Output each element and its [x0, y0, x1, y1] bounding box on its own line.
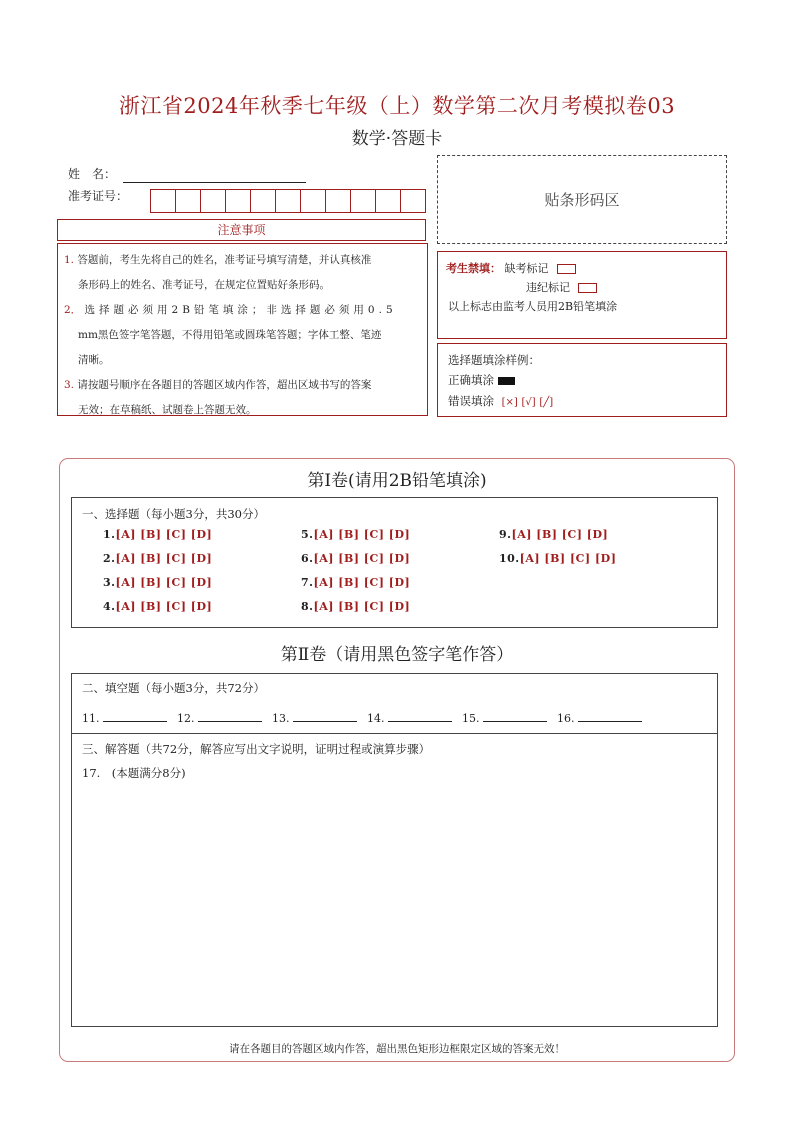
fill-blank-section — [71, 673, 718, 734]
fill-sample-box — [437, 343, 727, 417]
name-label: 姓 名： — [68, 167, 117, 181]
mcq-section — [71, 497, 718, 628]
notice-item: 1. 答题前，考生先将自己的姓名，准考证号填写清楚，并认真核准 — [64, 254, 372, 266]
notice-item-cont: 条形码上的姓名、准考证号，在规定位置贴好条形码。 — [78, 279, 330, 291]
notice-heading: 注意事项 — [57, 219, 426, 241]
correct-fill-label: 正确填涂 — [448, 373, 494, 387]
part2-title: 第Ⅱ卷（请用黑色签字笔作答） — [280, 645, 514, 665]
notice-item: 2． 选择题必须用2B铅笔填涂；非选择题必须用0.5 — [64, 304, 397, 316]
fill-item[interactable]: 12. — [177, 712, 262, 725]
notice-item-cont: 无效；在草稿纸、试题卷上答题无效。 — [78, 404, 257, 416]
notice-item: 3. 请按题号顺序在各题目的答题区域内作答，超出区域书写的答案 — [64, 379, 372, 391]
exam-id-boxes[interactable] — [151, 189, 426, 213]
violation-label: 违纪标记 — [526, 281, 570, 294]
page-title: 浙江省2024年秋季七年级（上）数学第二次月考模拟卷03 — [118, 94, 676, 118]
forbidden-marks-box — [437, 251, 727, 339]
wrong-fill-example: [√] — [521, 397, 536, 408]
notice-item-cont: 清晰。 — [78, 354, 110, 366]
mcq-question-3[interactable]: 3.[A] [B] [C] [D] — [103, 576, 213, 589]
exam-id-digit-box[interactable] — [225, 189, 251, 213]
answer-section-label: 三、解答题（共72分，解答应写出文字说明，证明过程或演算步骤） — [82, 742, 431, 756]
mcq-question-6[interactable]: 6.[A] [B] [C] [D] — [301, 552, 411, 565]
mcq-question-2[interactable]: 2.[A] [B] [C] [D] — [103, 552, 213, 565]
page-subtitle: 数学·答题卡 — [351, 129, 443, 149]
sample-heading: 选择题填涂样例： — [448, 353, 540, 367]
mcq-label: 一、选择题（每小题3分，共30分） — [82, 507, 265, 521]
mcq-question-9[interactable]: 9.[A] [B] [C] [D] — [499, 528, 609, 541]
fill-item[interactable]: 15. — [462, 712, 547, 725]
exam-id-digit-box[interactable] — [250, 189, 276, 213]
fill-blank-row — [82, 712, 642, 725]
exam-id-digit-box[interactable] — [400, 189, 426, 213]
mcq-question-8[interactable]: 8.[A] [B] [C] [D] — [301, 600, 411, 613]
name-field[interactable] — [123, 181, 306, 183]
exam-id-digit-box[interactable] — [350, 189, 376, 213]
wrong-fill-example: [×] — [501, 397, 518, 408]
violation-mark-box[interactable] — [578, 283, 597, 293]
footer-note: 请在各题目的答题区域内作答，超出黑色矩形边框限定区域的答案无效！ — [229, 1043, 565, 1055]
exam-id-label: 准考证号： — [68, 189, 129, 203]
fill-item[interactable]: 13. — [272, 712, 357, 725]
barcode-area-label: 贴条形码区 — [544, 191, 620, 209]
answer-section[interactable] — [71, 733, 718, 1027]
fill-item[interactable]: 16. — [557, 712, 642, 725]
exam-id-digit-box[interactable] — [175, 189, 201, 213]
absent-mark-box[interactable] — [557, 264, 576, 274]
notice-body — [57, 243, 428, 416]
fill-item[interactable]: 11. — [82, 712, 167, 725]
mcq-question-4[interactable]: 4.[A] [B] [C] [D] — [103, 600, 213, 613]
wrong-fill-label: 错误填涂 — [448, 394, 494, 408]
mcq-question-7[interactable]: 7.[A] [B] [C] [D] — [301, 576, 411, 589]
exam-id-digit-box[interactable] — [200, 189, 226, 213]
forbidden-note: 以上标志由监考人员用2B铅笔填涂 — [448, 300, 618, 313]
exam-id-digit-box[interactable] — [300, 189, 326, 213]
part1-title: 第Ⅰ卷(请用2B铅笔填涂) — [307, 471, 487, 491]
mcq-question-5[interactable]: 5.[A] [B] [C] [D] — [301, 528, 411, 541]
exam-id-digit-box[interactable] — [150, 189, 176, 213]
exam-id-digit-box[interactable] — [375, 189, 401, 213]
mcq-question-10[interactable]: 10.[A] [B] [C] [D] — [499, 552, 617, 565]
absent-label: 缺考标记 — [504, 262, 549, 275]
exam-id-digit-box[interactable] — [275, 189, 301, 213]
mcq-question-1[interactable]: 1.[A] [B] [C] [D] — [103, 528, 213, 541]
forbidden-label: 考生禁填： — [446, 262, 501, 275]
fill-item[interactable]: 14. — [367, 712, 452, 725]
exam-id-digit-box[interactable] — [325, 189, 351, 213]
question-17-label: 17. (本题满分8分) — [82, 766, 186, 780]
fill-blank-label: 二、填空题（每小题3分，共72分） — [82, 681, 265, 695]
correct-fill-example — [498, 377, 515, 385]
barcode-area — [437, 155, 727, 244]
notice-item-cont: mm黑色签字笔答题，不得用铅笔或圆珠笔答题；字体工整、笔迹 — [78, 329, 382, 341]
wrong-fill-example: [╱] — [539, 397, 554, 408]
